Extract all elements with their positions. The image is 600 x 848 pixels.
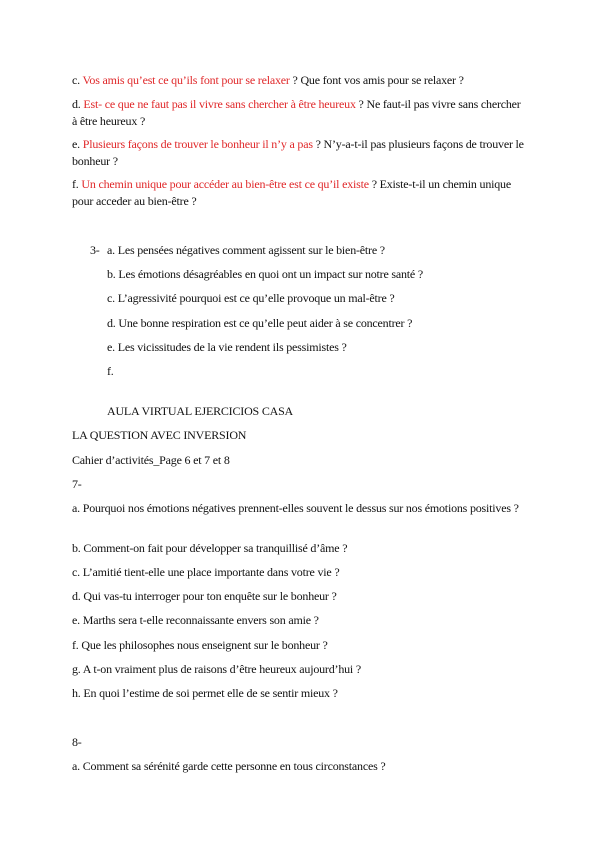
exercise-7-item: b. Comment-on fait pour développer sa tranquillisé d’âme ?: [72, 541, 348, 555]
exercise-7-item: d. Qui vas-tu interroger pour ton enquête sur le bonheur ?: [72, 589, 337, 603]
section-heading: AULA VIRTUAL EJERCICIOS CASA: [107, 404, 294, 418]
cahier-reference: Cahier d’activités_Page 6 et 7 et 8: [72, 453, 230, 467]
section-subheading: LA QUESTION AVEC INVERSION: [72, 428, 247, 442]
question-f-original: Un chemin unique pour accéder au bien-être est ce qu’il existe: [81, 177, 369, 191]
exercise-7-item: a. Pourquoi nos émotions négatives prennent-elles souvent le dessus sur nos émotions positives ?: [72, 501, 519, 515]
question-c-prefix: c.: [72, 73, 83, 87]
question-f-prefix: f.: [72, 177, 82, 191]
exercise-7-item: c. L’amitié tient-elle une place importante dans votre vie ?: [72, 565, 340, 579]
question-c-original: Vos amis qu’est ce qu’ils font pour se relaxer: [82, 73, 290, 87]
question-c: [72, 72, 528, 89]
exercise-7-item: e. Marths sera t-elle reconnaissante envers son amie ?: [72, 613, 319, 627]
exercise-7-item: h. En quoi l’estime de soi permet elle de se sentir mieux ?: [72, 686, 338, 700]
exercise-3-item: f.: [107, 364, 114, 378]
exercise-8-item: a. Comment sa sérénité garde cette personne en tous circonstances ?: [72, 759, 386, 773]
exercise-8-number: 8-: [72, 735, 82, 749]
exercise-3-number: 3-: [90, 243, 100, 257]
exercise-7-item: f. Que les philosophes nous enseignent sur le bonheur ?: [72, 638, 328, 652]
question-e-correction: ? N’y-a-t-il pas plusieurs façons de trouver le bonheur ?: [72, 137, 524, 168]
question-d-original: Est- ce que ne faut pas il vivre sans chercher à être heureux: [83, 97, 356, 111]
question-e: [72, 136, 528, 170]
question-d-prefix: d.: [72, 97, 84, 111]
exercise-3-item: c. L’agressivité pourquoi est ce qu’elle provoque un mal-être ?: [107, 291, 395, 305]
question-f-correction: ? Existe-t-il un chemin unique pour acceder au bien-être ?: [72, 177, 511, 208]
exercise-3-item: e. Les vicissitudes de la vie rendent ils pessimistes ?: [107, 340, 347, 354]
question-d: [72, 96, 528, 130]
exercise-3-item: a. Les pensées négatives comment agissent sur le bien-être ?: [107, 243, 385, 257]
question-e-prefix: e.: [72, 137, 83, 151]
question-c-correction: ? Que font vos amis pour se relaxer ?: [289, 73, 464, 87]
exercise-7-number: 7-: [72, 477, 82, 491]
question-d-correction: ? Ne faut-il pas vivre sans chercher à être heureux ?: [72, 97, 521, 128]
question-f: [72, 176, 528, 210]
exercise-3-item: b. Les émotions désagréables en quoi ont un impact sur notre santé ?: [107, 267, 423, 281]
question-e-original: Plusieurs façons de trouver le bonheur il n’y a pas: [82, 137, 313, 151]
exercise-3-item: d. Une bonne respiration est ce qu’elle peut aider à se concentrer ?: [107, 316, 413, 330]
exercise-7-item: g. A t-on vraiment plus de raisons d’être heureux aujourd’hui ?: [72, 662, 361, 676]
